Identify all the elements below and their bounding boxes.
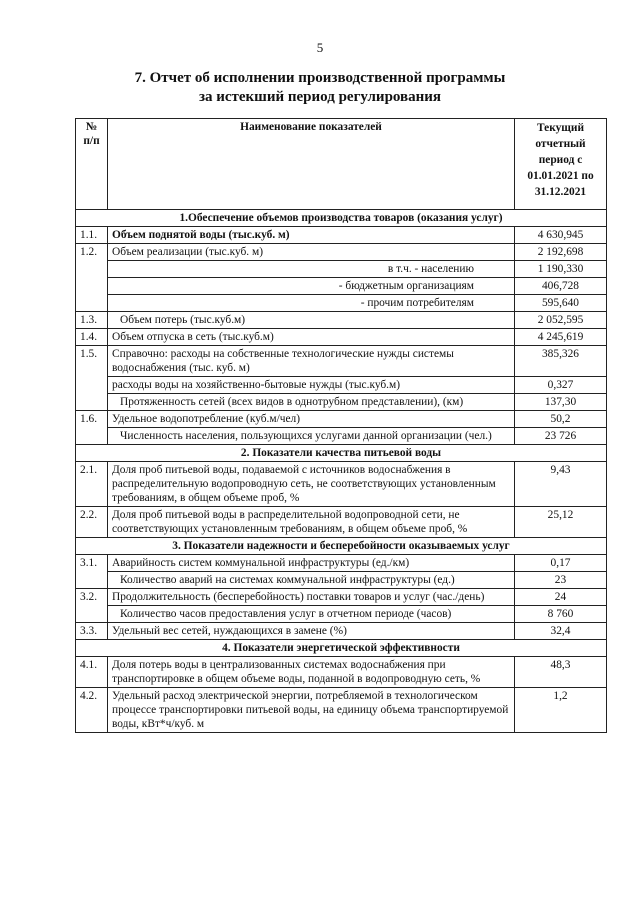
row-name: Количество часов предоставления услуг в отчетном периоде (часов) — [108, 606, 515, 623]
row-name: Объем реализации (тыс.куб. м) — [108, 244, 515, 261]
section-title: 1.Обеспечение объемов производства товаров (оказания услуг) — [76, 210, 607, 227]
table-row — [76, 278, 607, 295]
table-row — [76, 555, 607, 572]
row-name: Доля потерь воды в централизованных системах водоснабжения при транспортировке в общем объеме воды, поданной в водопроводную сеть, % — [108, 657, 515, 688]
row-num: 2.2. — [76, 507, 108, 538]
table-row — [76, 227, 607, 244]
table-row — [76, 377, 607, 394]
table-row — [76, 428, 607, 445]
row-name: расходы воды на хозяйственно-бытовые нужды (тыс.куб.м) — [108, 377, 515, 394]
row-num: 1.5. — [76, 346, 108, 377]
row-num: 1.2. — [76, 244, 108, 261]
page-title — [0, 69, 640, 107]
section-title: 3. Показатели надежности и бесперебойности оказываемых услуг — [76, 538, 607, 555]
row-name: в т.ч. - населению — [108, 261, 515, 278]
table-row — [76, 329, 607, 346]
row-name: Объем поднятой воды (тыс.куб. м) — [108, 227, 515, 244]
table-header-row — [76, 119, 607, 210]
row-num: 1.6. — [76, 411, 108, 428]
row-value: 137,30 — [515, 394, 607, 411]
row-value: 48,3 — [515, 657, 607, 688]
row-name: Аварийность систем коммунальной инфраструктуры (ед./км) — [108, 555, 515, 572]
row-value: 4 630,945 — [515, 227, 607, 244]
table-row — [76, 462, 607, 507]
table-row — [76, 507, 607, 538]
row-name: - бюджетным организациям — [108, 278, 515, 295]
row-name: Доля проб питьевой воды, подаваемой с источников водоснабжения в распределительную водопроводную сеть, не соответствующих установленным требованиям, в общем объеме проб, % — [108, 462, 515, 507]
row-name: Доля проб питьевой воды в распределительной водопроводной сети, не соответствующих установленным требованиям, в общем объеме проб, % — [108, 507, 515, 538]
title-line-1: 7. Отчет об исполнении производственной программы — [134, 70, 506, 86]
row-value: 23 — [515, 572, 607, 589]
row-value: 8 760 — [515, 606, 607, 623]
section-title: 2. Показатели качества питьевой воды — [76, 445, 607, 462]
row-value: 23 726 — [515, 428, 607, 445]
row-name: Численность населения, пользующихся услугами данной организации (чел.) — [108, 428, 515, 445]
row-value: 24 — [515, 589, 607, 606]
table-row — [76, 312, 607, 329]
row-name: Справочно: расходы на собственные технологические нужды системы водоснабжения (тыс. куб. м) — [108, 346, 515, 377]
row-value: 50,2 — [515, 411, 607, 428]
row-value: 2 052,595 — [515, 312, 607, 329]
section-row — [76, 210, 607, 227]
row-value: 406,728 — [515, 278, 607, 295]
table-row — [76, 657, 607, 688]
section-row — [76, 445, 607, 462]
table-row — [76, 244, 607, 261]
row-name: Удельный вес сетей, нуждающихся в замене (%) — [108, 623, 515, 640]
row-name: Объем отпуска в сеть (тыс.куб.м) — [108, 329, 515, 346]
row-num: 2.1. — [76, 462, 108, 507]
row-num: 3.3. — [76, 623, 108, 640]
row-name: Продолжительность (бесперебойность) поставки товаров и услуг (час./день) — [108, 589, 515, 606]
row-value: 385,326 — [515, 346, 607, 377]
row-num: 3.1. — [76, 555, 108, 572]
table-row — [76, 394, 607, 411]
report-table — [75, 118, 607, 733]
row-num: 4.1. — [76, 657, 108, 688]
row-value: 0,17 — [515, 555, 607, 572]
row-value: 595,640 — [515, 295, 607, 312]
row-name: Количество аварий на системах коммунальной инфраструктуры (ед.) — [108, 572, 515, 589]
row-value: 25,12 — [515, 507, 607, 538]
header-name: Наименование показателей — [108, 119, 515, 210]
header-value: Текущий отчетный период с 01.01.2021 по 31.12.2021 — [515, 119, 607, 210]
row-name: Объем потерь (тыс.куб.м) — [108, 312, 515, 329]
table-row — [76, 346, 607, 377]
section-row — [76, 640, 607, 657]
row-name: - прочим потребителям — [108, 295, 515, 312]
header-num: № п/п — [76, 119, 108, 210]
row-num: 1.1. — [76, 227, 108, 244]
table-row — [76, 572, 607, 589]
table-row — [76, 688, 607, 733]
table-row — [76, 589, 607, 606]
row-value: 4 245,619 — [515, 329, 607, 346]
row-value: 9,43 — [515, 462, 607, 507]
row-name: Протяженность сетей (всех видов в однотрубном представлении), (км) — [108, 394, 515, 411]
row-value: 32,4 — [515, 623, 607, 640]
table-row — [76, 295, 607, 312]
row-name: Удельное водопотребление (куб.м/чел) — [108, 411, 515, 428]
title-line-2: за истекший период регулирования — [198, 89, 442, 105]
table-row — [76, 606, 607, 623]
page-number: 5 — [316, 40, 324, 55]
row-name: Удельный расход электрической энергии, потребляемой в технологическом процессе транспортировки питьевой воды, на единицу объема транспортируемой воды, кВт*ч/куб. м — [108, 688, 515, 733]
row-num: 1.3. — [76, 312, 108, 329]
row-value: 1,2 — [515, 688, 607, 733]
table-row — [76, 411, 607, 428]
table-row — [76, 623, 607, 640]
row-value: 2 192,698 — [515, 244, 607, 261]
row-num: 4.2. — [76, 688, 108, 733]
section-row — [76, 538, 607, 555]
row-num: 3.2. — [76, 589, 108, 606]
row-value: 0,327 — [515, 377, 607, 394]
row-num: 1.4. — [76, 329, 108, 346]
table-row — [76, 261, 607, 278]
row-value: 1 190,330 — [515, 261, 607, 278]
section-title: 4. Показатели энергетической эффективности — [76, 640, 607, 657]
